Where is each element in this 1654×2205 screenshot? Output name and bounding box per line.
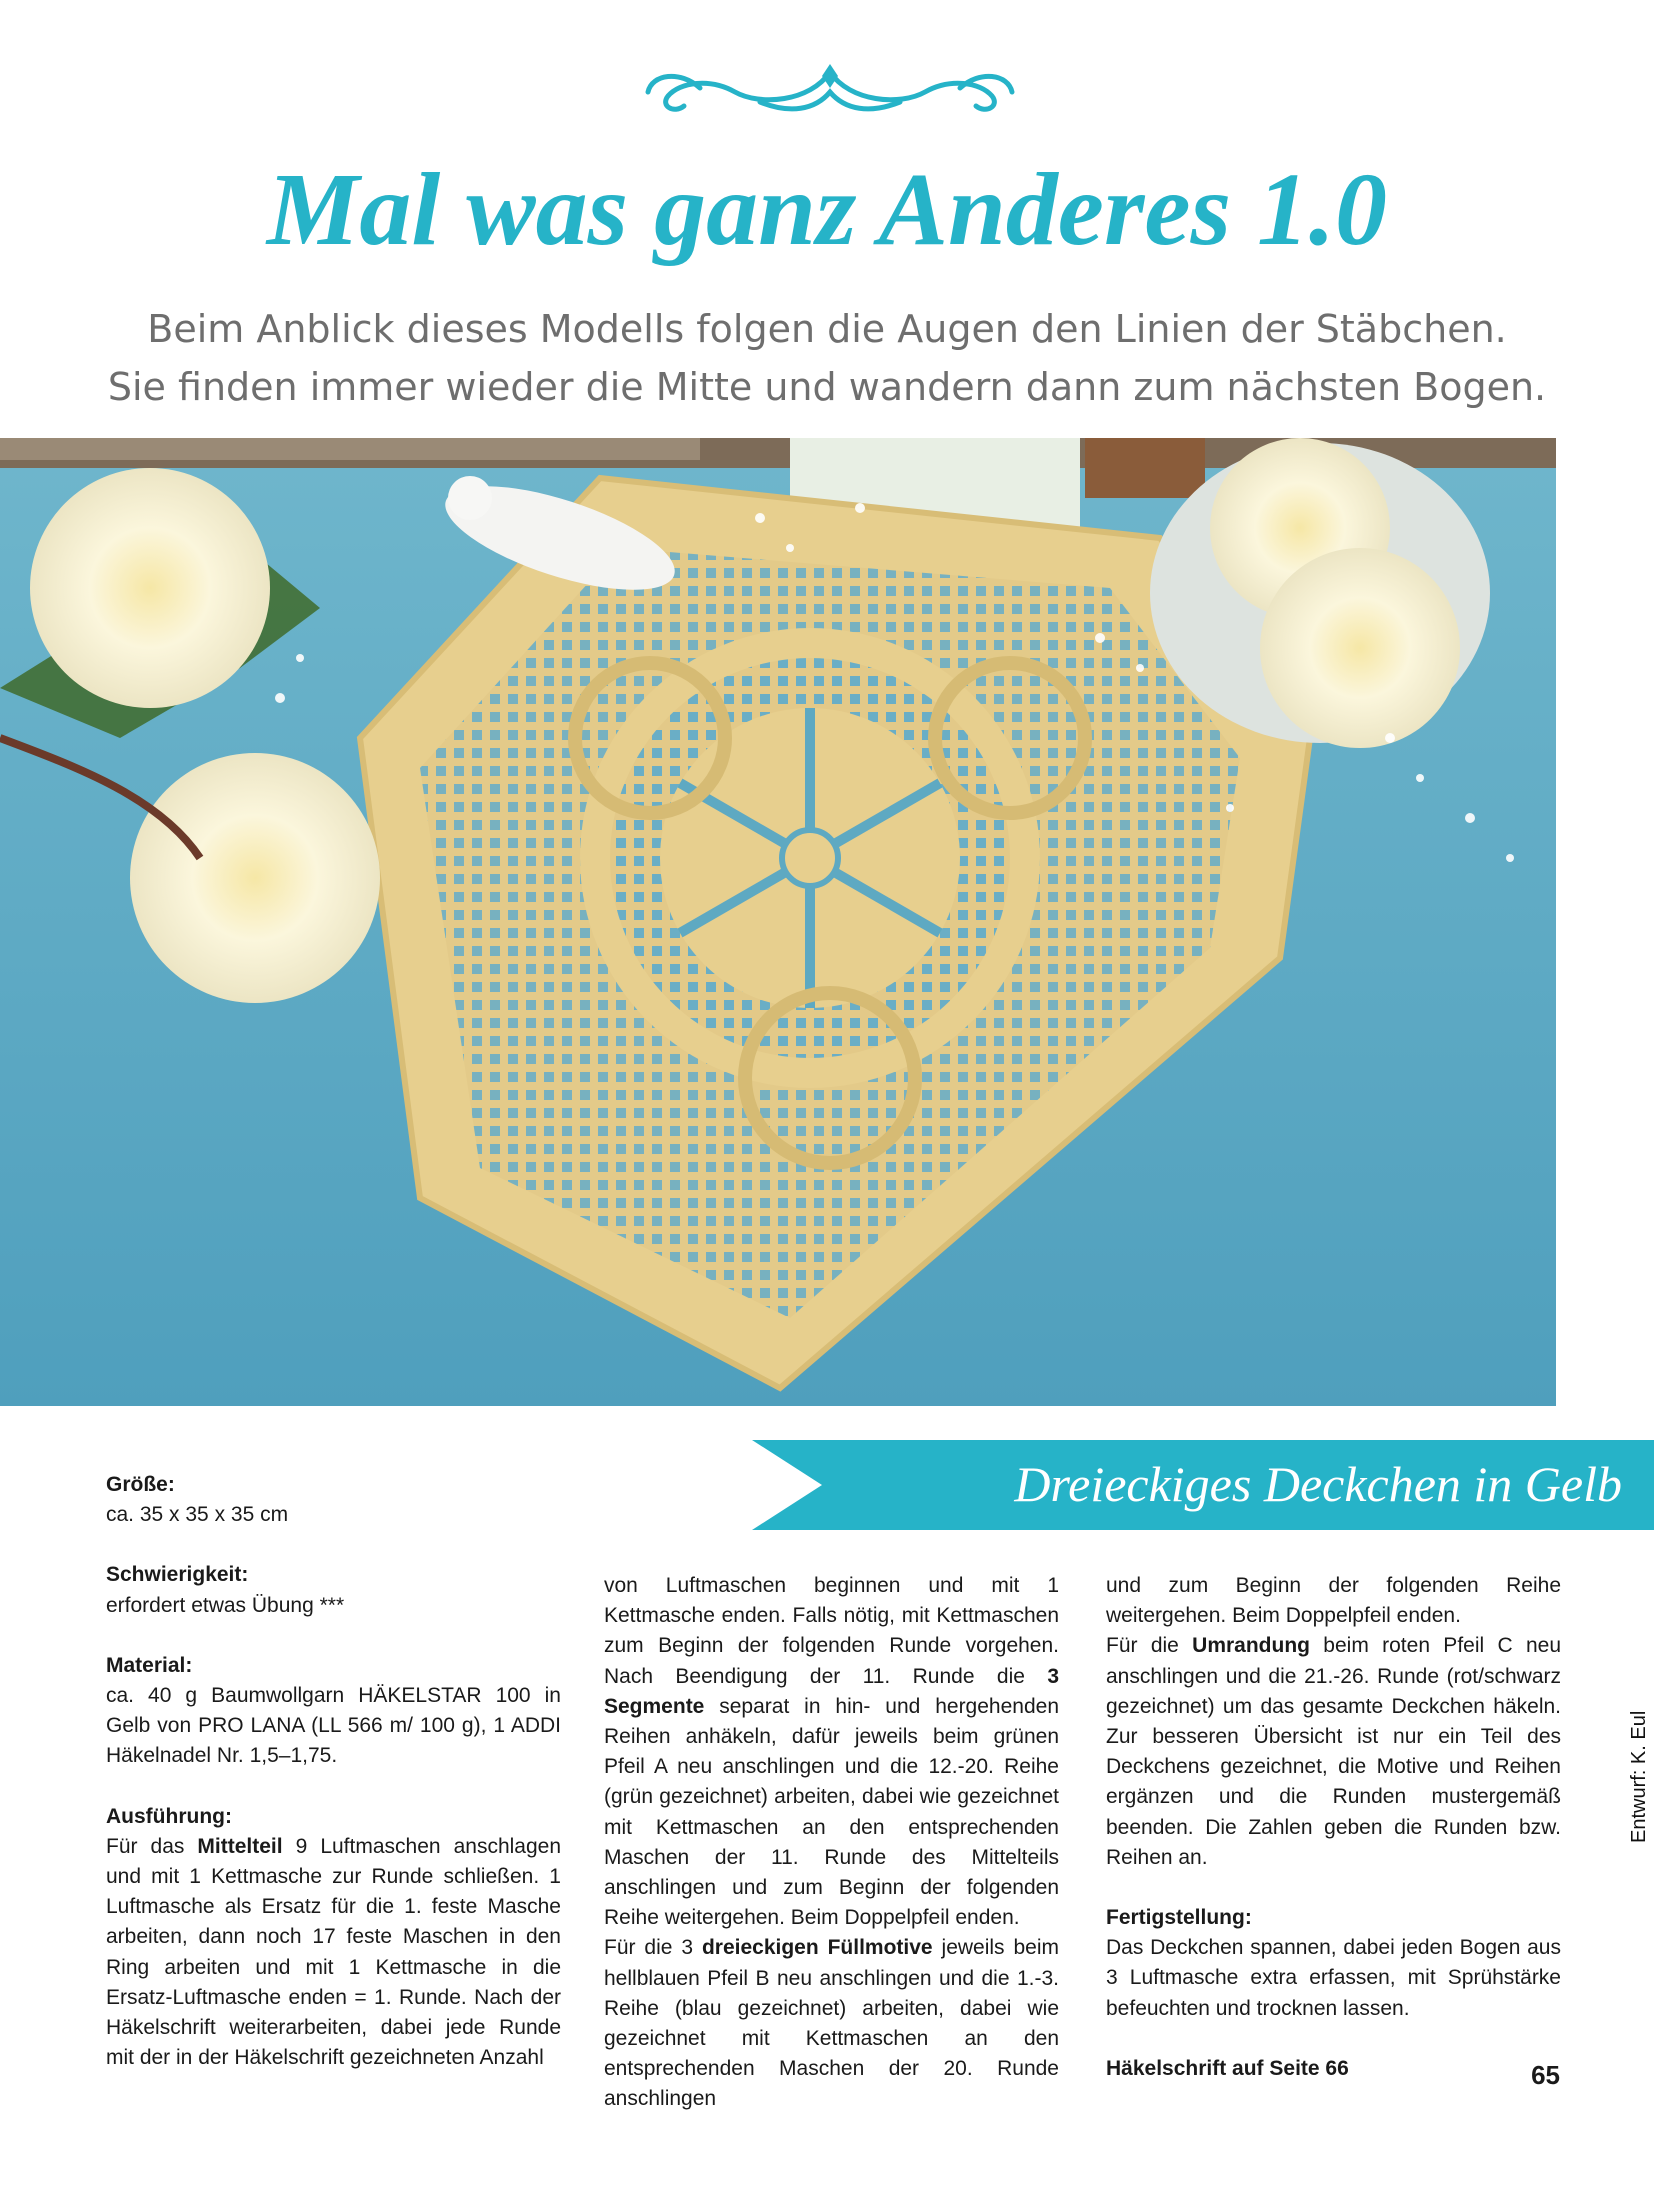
- instructions-paragraph-2: von Luftmaschen beginnen und mit 1 Kettmasche enden. Falls nötig, mit Kettmaschen zum Beginn der folgenden Runde vorgehen. Nach Beendigung der 11. Runde die 3 Segmente separat in hin- und hergehenden Reihen anhäkeln, dafür jeweils beim grünen Pfeil A neu anschlingen und die 12.-20. Reihe (grün gezeichnet) arbeiten, dabei wie gezeichnet mit Kettmaschen an den entsprechenden Maschen der 11. Runde des Mittelteils anschlingen und zum Beginn der folgenden Reihe weitergehen. Beim Doppelpfeil enden.: [604, 1574, 1059, 1930]
- subtitle: [60, 300, 1594, 416]
- difficulty-value: erfordert etwas Übung ***: [106, 1593, 345, 1617]
- instructions-paragraph-4: und zum Beginn der folgenden Reihe weitergehen. Beim Doppelpfeil enden.: [1106, 1574, 1561, 1628]
- chart-reference: Häkelschrift auf Seite 66: [1106, 2056, 1349, 2080]
- finishing-text: Das Deckchen spannen, dabei jeden Bogen aus 3 Luftmasche extra erfassen, mit Sprühstärke befeuchten und trocknen lassen.: [1106, 1936, 1561, 2020]
- size-value: ca. 35 x 35 x 35 cm: [106, 1503, 289, 1527]
- page-title: Mal was ganz Anderes 1.0: [266, 152, 1388, 267]
- subtitle-line-1: Beim Anblick dieses Modells folgen die Augen den Linien der Stäbchen.: [147, 307, 1507, 351]
- rose-left-2: [130, 753, 380, 1003]
- decorative-ornament: [640, 62, 1020, 118]
- photo-credit-area: [1556, 438, 1654, 1843]
- column-2: [604, 1571, 1059, 2115]
- rose-bowl-2: [1260, 548, 1460, 748]
- instructions-paragraph-5: Für die Umrandung beim roten Pfeil C neu anschlingen und die 21.-26. Runde (rot/schwarz gezeichnet) um das gesamte Deckchen häkeln. Zur besseren Übersicht ist nur ein Teil des Deckchens gezeichnet, die Motive und Reihen ergänzen und die Runden mustergemäß beenden. Die Zahlen geben die Runden bzw. Reihen an.: [1106, 1634, 1561, 1869]
- instructions-paragraph-1: Für das Mittelteil 9 Luftmaschen anschlagen und mit 1 Kettmasche zur Runde schließen. 1 Luftmasche als Ersatz für die 1. feste Masche arbeiten, dann noch 17 feste Maschen in den Ring arbeiten und mit 1 Kettmasche in die Ersatz-Luftmasche enden = 1. Runde. Nach der Häkelschrift weiterarbeiten, dabei jede Runde mit der in der Häkelschrift gezeichneten Anzahl: [106, 1834, 562, 2070]
- finishing-heading: Fertigstellung:: [1106, 1906, 1252, 1930]
- instructions-heading: Ausführung:: [106, 1804, 232, 1828]
- page-number: 65: [1531, 2060, 1560, 2090]
- subtitle-line-2: Sie finden immer wieder die Mitte und wandern dann zum nächsten Bogen.: [107, 365, 1547, 409]
- section-title: Dreieckiges Deckchen in Gelb: [1014, 1456, 1622, 1512]
- difficulty-heading: Schwierigkeit:: [106, 1563, 249, 1587]
- material-value: ca. 40 g Baumwollgarn HÄKELSTAR 100 in Gelb von PRO LANA (LL 566 m/ 100 g), 1 ADDI Häkelnadel Nr. 1,5–1,75.: [106, 1684, 561, 1768]
- column-3: [1106, 1571, 1561, 2084]
- size-heading: Größe:: [106, 1473, 175, 1496]
- column-1: [106, 1470, 561, 2073]
- material-heading: Material:: [106, 1653, 193, 1677]
- doily-photo: [0, 438, 1556, 1406]
- rose-left-1: [30, 468, 270, 708]
- instructions-paragraph-3: Für die 3 dreieckigen Füllmotive jeweils beim hellblauen Pfeil B neu anschlingen und die 1.-3. Reihe (blau gezeichnet) arbeiten, dabei wie gezeichnet mit Kettmaschen an den entsprechenden Maschen der 20. Runde anschlingen: [604, 1936, 1059, 2111]
- photo-credit: Entwurf: K. Eul: [1628, 1710, 1650, 1843]
